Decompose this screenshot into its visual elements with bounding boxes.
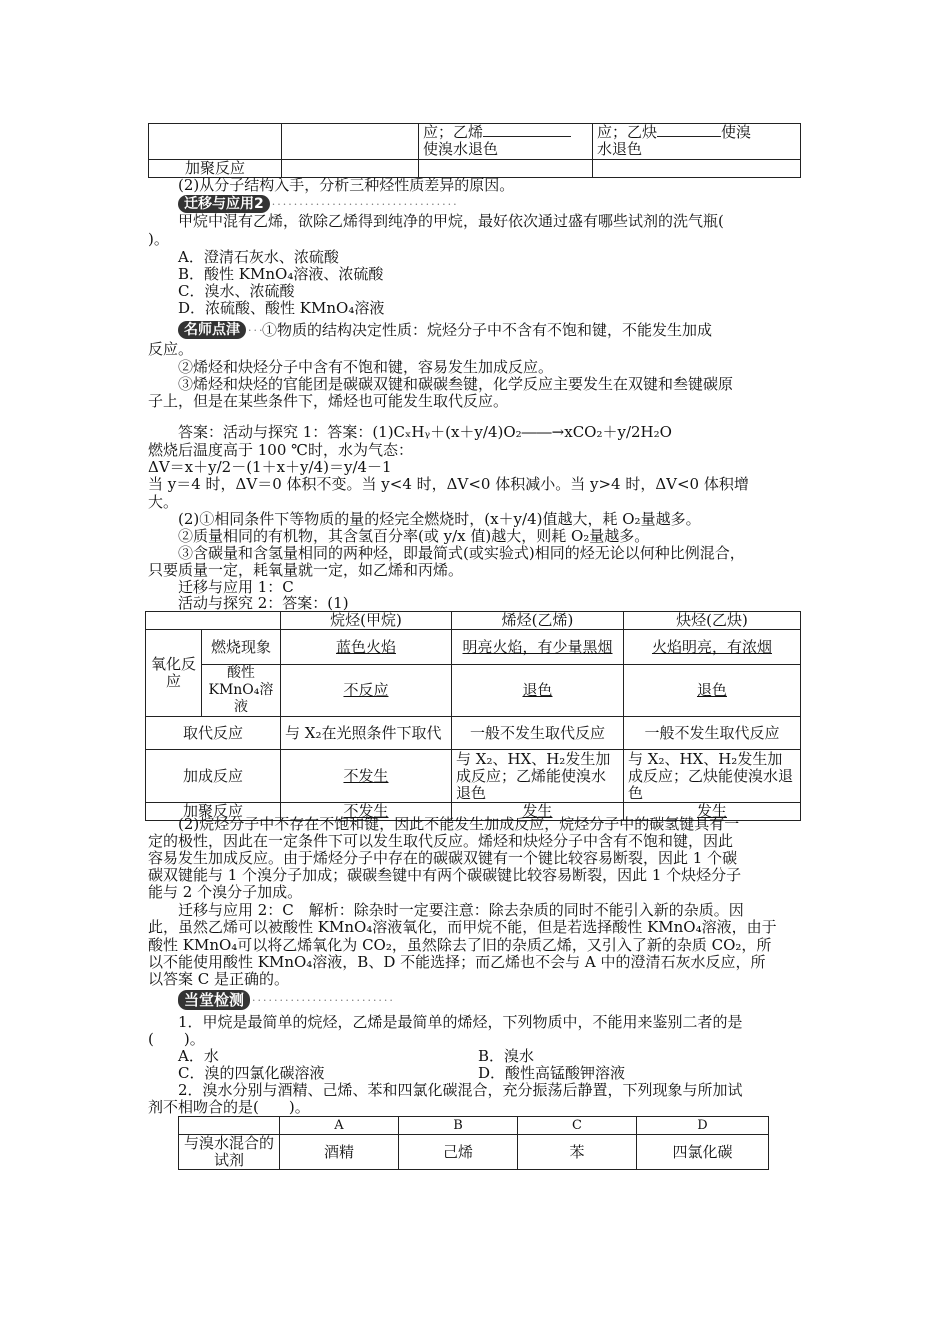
table-header: 烯烃(乙烯) — [452, 612, 624, 630]
explain-line: (2)烷烃分子中不存在不饱和键，因此不能发生加成反应，烷烃分子中的碳氢键具有一 — [178, 815, 740, 833]
table-cell — [282, 124, 419, 160]
table-cell — [419, 160, 593, 178]
table-header: B — [399, 1117, 518, 1135]
table-cell: 与 X₂在光照条件下取代 — [281, 717, 452, 750]
explain-line: 酸性 KMnO₄可以将乙烯氧化为 CO₂，虽然除去了旧的杂质乙烯，又引入了新的杂质 CO₂，所 — [148, 936, 772, 954]
table-header: 烷烃(甲烷) — [281, 612, 452, 630]
explain-line: 以答案 C 是正确的。 — [148, 970, 290, 988]
badge-label: 迁移与应用2 — [178, 195, 270, 213]
table-cell: 酸性KMnO₄溶液 — [201, 665, 280, 717]
table-cell: 发生 — [452, 803, 624, 821]
option-d: D．浓硫酸、酸性 KMnO₄溶液 — [178, 299, 385, 317]
comparison-table — [145, 611, 801, 821]
option-a: A．澄清石灰水、浓硫酸 — [178, 248, 339, 266]
explain-line: 碳双键能与 1 个溴分子加成；碳碳叁键中有两个碳碳键比较容易断裂，因此 1 个炔烃分子 — [148, 866, 742, 884]
table-cell: 蓝色火焰 — [281, 630, 452, 665]
table-cell: 氧化反应 — [146, 630, 202, 717]
question-text: 剂不相吻合的是( )。 — [148, 1098, 310, 1116]
tip-line: 反应。 — [148, 340, 194, 358]
table-cell: 取代反应 — [146, 717, 281, 750]
tip-line: 子上，但是在某些条件下，烯烃也可能发生取代反应。 — [148, 392, 509, 410]
badge-label: 当堂检测 — [178, 990, 250, 1010]
section-badge: 迁移与应用2 ·································· — [178, 195, 459, 213]
table-cell: 发生 — [624, 803, 801, 821]
tips-badge: 名师点津 ··· — [178, 321, 265, 339]
table-cell: 一般不发生取代反应 — [624, 717, 801, 750]
table-cell — [179, 1117, 280, 1135]
table-cell: 与 X₂、HX、H₂发生加成反应；乙炔能使溴水退色 — [624, 750, 801, 803]
explain-line: 定的极性，因此在一定条件下可以发生取代反应。烯烃和炔烃分子中含有不饱和键，因此 — [148, 832, 734, 850]
question-text: ( )。 — [148, 1030, 205, 1048]
reagent-table — [178, 1116, 769, 1170]
table-cell — [146, 612, 281, 630]
table-cell: 明亮火焰，有少量黑烟 — [452, 630, 624, 665]
table-cell: 酒精 — [280, 1135, 399, 1170]
top-partial-table — [148, 123, 801, 178]
explain-line: 能与 2 个溴分子加成。 — [148, 883, 303, 901]
option-d: D．酸性高锰酸钾溶液 — [478, 1064, 626, 1082]
table-cell: 退色 — [624, 665, 801, 717]
option-b: B．酸性 KMnO₄溶液、浓硫酸 — [178, 265, 384, 283]
explain-line: 迁移与应用 2：C 解析：除杂时一定要注意：除去杂质的同时不能引入新的杂质。因 — [178, 901, 744, 919]
table-cell: 退色 — [452, 665, 624, 717]
badge-label: 名师点津 — [178, 321, 246, 339]
table-header: A — [280, 1117, 399, 1135]
explain-line: 此，虽然乙烯可以被酸性 KMnO₄溶液氧化，而甲烷不能，但是若选择酸性 KMnO₄溶液，由于 — [148, 918, 777, 936]
table-cell: 一般不发生取代反应 — [452, 717, 624, 750]
table-cell: 苯 — [518, 1135, 637, 1170]
table-cell — [593, 160, 801, 178]
question-text: (2)从分子结构入手，分析三种烃性质差异的原因。 — [178, 176, 515, 194]
answer-line: 只要质量一定，耗氧量就一定，如乙烯和丙烯。 — [148, 561, 464, 579]
table-cell: 加聚反应 — [149, 160, 282, 178]
option-b: B．溴水 — [478, 1047, 535, 1065]
table-cell: 不反应 — [281, 665, 452, 717]
answer-line: 当 y＝4 时，ΔV＝0 体积不变。当 y<4 时，ΔV<0 体积减小。当 y>4 时，ΔV<0 体积增 — [148, 475, 749, 493]
question-text: 2．溴水分别与酒精、己烯、苯和四氯化碳混合，充分振荡后静置，下列现象与所加试 — [178, 1081, 743, 1099]
tip-line: ②烯烃和炔烃分子中含有不饱和键，容易发生加成反应。 — [178, 358, 554, 376]
table-cell: 应；乙炔 使溴 水退色 — [593, 124, 801, 160]
table-cell: 与 X₂、HX、H₂发生加成反应；乙烯能使溴水退色 — [452, 750, 624, 803]
answer-line: 大。 — [148, 493, 179, 511]
table-cell: 燃烧现象 — [201, 630, 280, 665]
question-text: 1．甲烷是最简单的烷烃，乙烯是最简单的烯烃，下列物质中，不能用来鉴别二者的是 — [178, 1013, 743, 1031]
table-header: 炔烃(乙炔) — [624, 612, 801, 630]
option-c: C．溴水、浓硫酸 — [178, 282, 295, 300]
table-cell: 与溴水混合的试剂 — [179, 1135, 280, 1170]
table-cell: 加成反应 — [146, 750, 281, 803]
check-badge: 当堂检测 ·························· — [178, 990, 395, 1010]
answer-line: ②质量相同的有机物，其含氢百分率(或 y/x 值)越大，则耗 O₂量越多。 — [178, 527, 650, 545]
answer-line: (2)①相同条件下等物质的量的烃完全燃烧时，(x＋y/4)值越大，耗 O₂量越多。 — [178, 510, 701, 528]
table-header: D — [637, 1117, 769, 1135]
explain-line: 以不能使用酸性 KMnO₄溶液，B、D 不能选择；而乙烯也不会与 A 中的澄清石灰水反应，所 — [148, 953, 766, 971]
answer-line: ③含碳量和含氢量相同的两种烃，即最简式(或实验式)相同的烃无论以何种比例混合， — [178, 544, 745, 562]
answer-line: 答案：活动与探究 1：答案：(1)CₓHᵧ＋(x＋y/4)O₂――→xCO₂＋y/2H₂O — [178, 423, 672, 441]
answer-line: 燃烧后温度高于 100 ℃时，水为气态： — [148, 441, 413, 459]
table-cell: 应；乙烯 使溴水退色 — [419, 124, 593, 160]
answer-line: ΔV＝x＋y/2－(1＋x＋y/4)＝y/4－1 — [148, 458, 392, 476]
table-header: C — [518, 1117, 637, 1135]
tip-line: ①物质的结构决定性质：烷烃分子中不含有不饱和键，不能发生加成 — [262, 321, 713, 339]
question-text: 甲烷中混有乙烯，欲除乙烯得到纯净的甲烷，最好依次通过盛有哪些试剂的洗气瓶( — [178, 212, 724, 230]
question-text: )。 — [148, 230, 169, 248]
option-a: A．水 — [178, 1047, 219, 1065]
table-cell: 火焰明亮，有浓烟 — [624, 630, 801, 665]
table-cell — [282, 160, 419, 178]
answer-line: 活动与探究 2：答案：(1) — [178, 594, 349, 612]
table-cell: 四氯化碳 — [637, 1135, 769, 1170]
table-cell: 不发生 — [281, 750, 452, 803]
table-cell: 己烯 — [399, 1135, 518, 1170]
explain-line: 容易发生加成反应。由于烯烃分子中存在的碳碳双键有一个键比较容易断裂，因此 1 个碳 — [148, 849, 738, 867]
table-cell: 加聚反应 — [146, 803, 281, 821]
option-c: C．溴的四氯化碳溶液 — [178, 1064, 325, 1082]
table-cell — [149, 124, 282, 160]
table-cell: 不发生 — [281, 803, 452, 821]
tip-line: ③烯烃和炔烃的官能团是碳碳双键和碳碳叁键，化学反应主要发生在双键和叁键碳原 — [178, 375, 734, 393]
answer-line: 迁移与应用 1：C — [178, 578, 294, 596]
